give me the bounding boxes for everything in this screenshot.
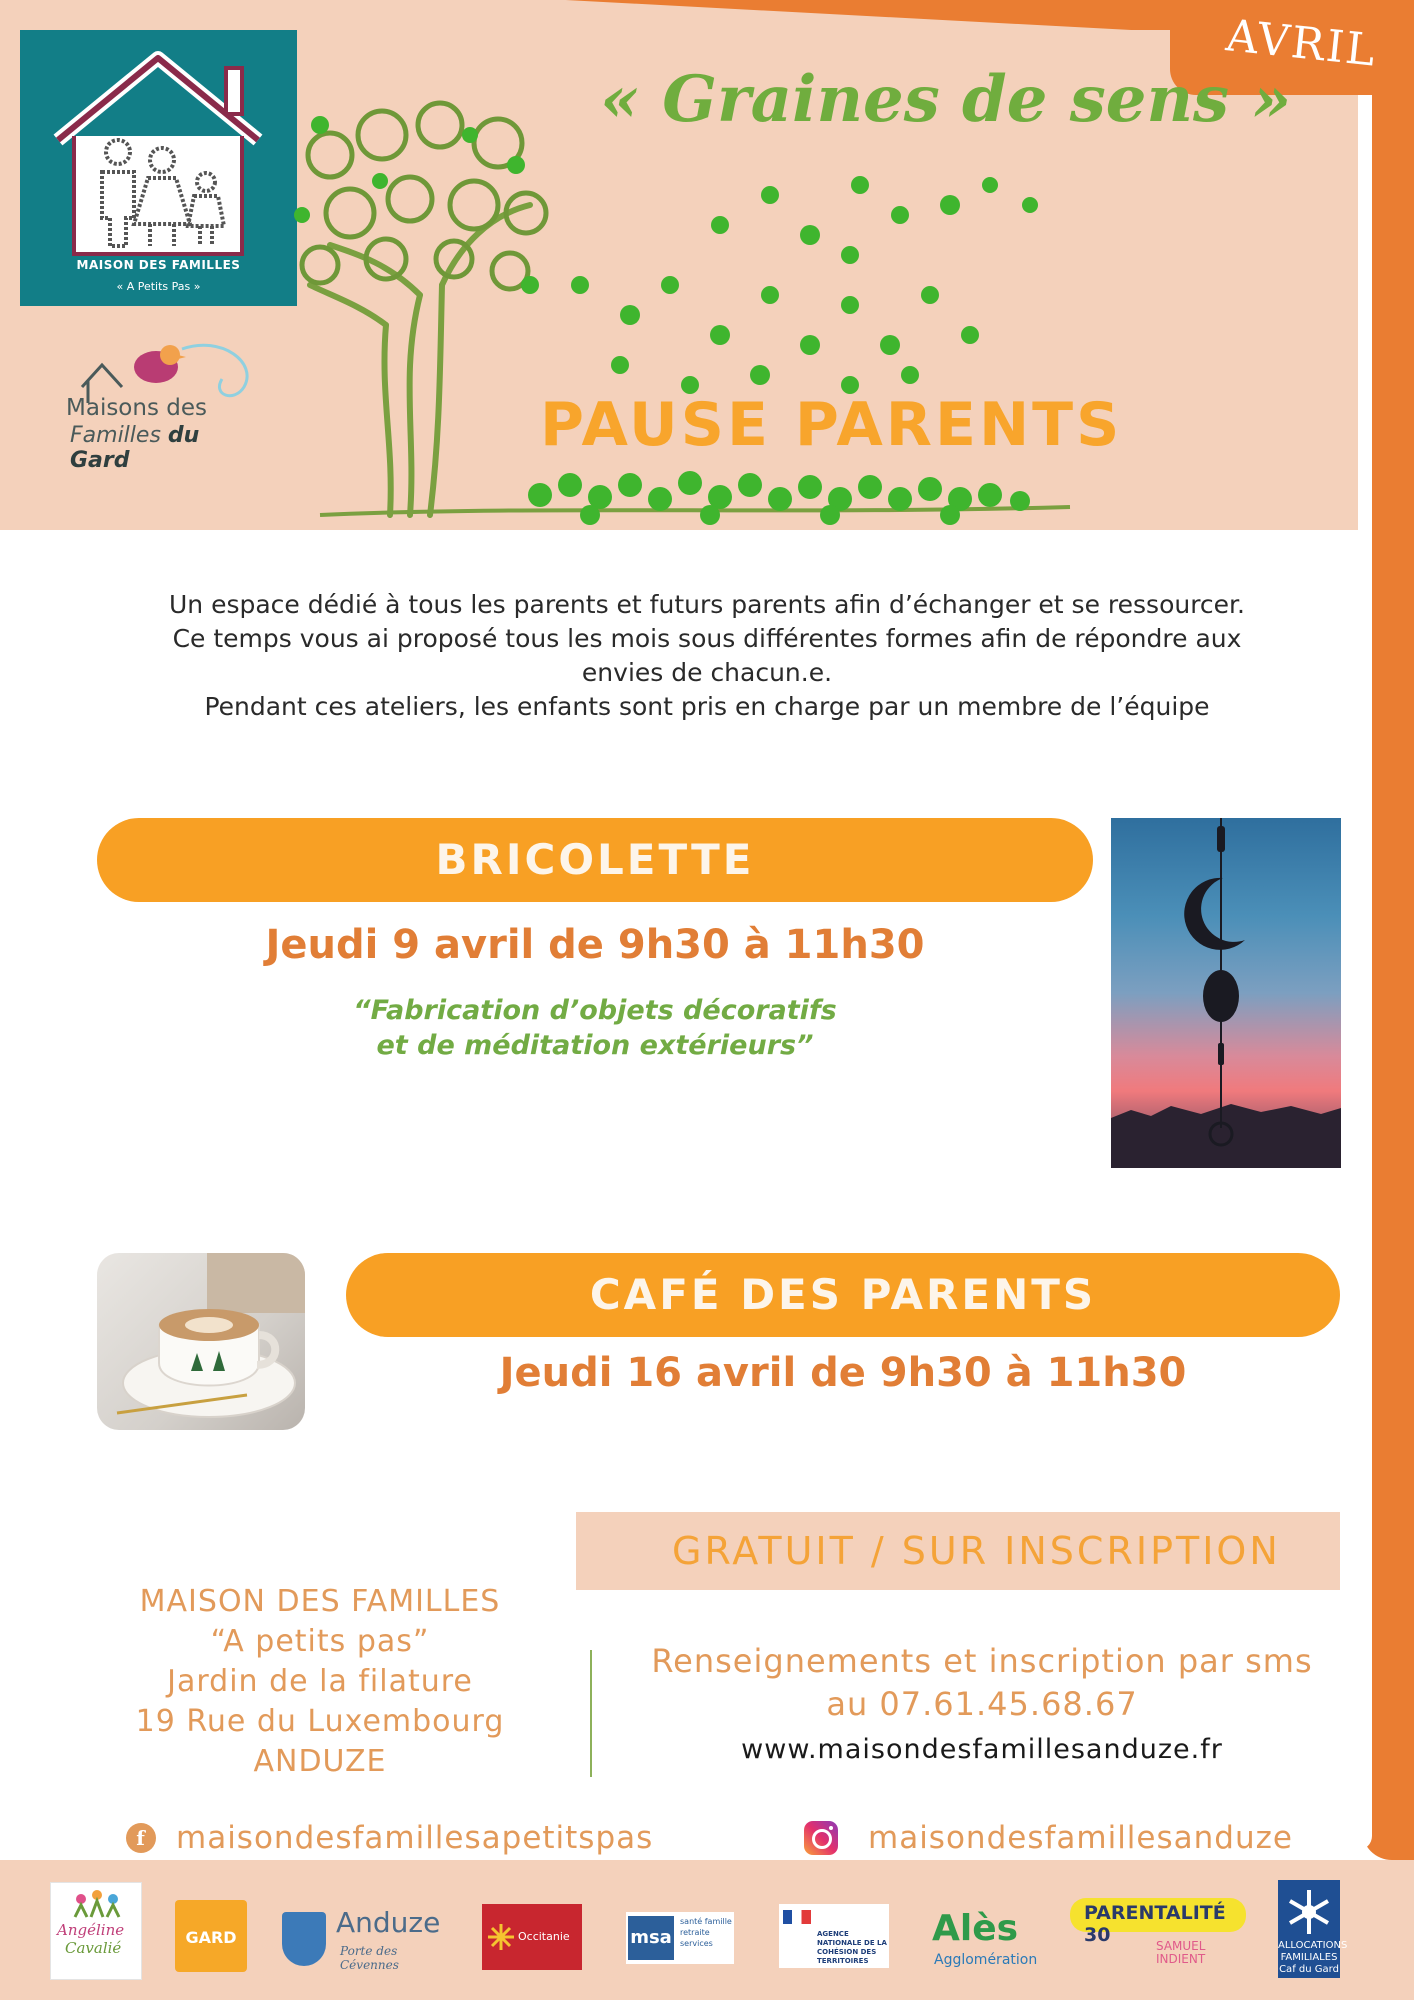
page-subtitle: PAUSE PARENTS	[540, 390, 1123, 460]
contact-block	[612, 1640, 1352, 1726]
month-label: AVRIL	[1223, 10, 1380, 77]
people-icon	[51, 1883, 143, 1923]
network-logo-line2	[70, 423, 262, 473]
contact-phone[interactable]: au 07.61.45.68.67	[826, 1685, 1138, 1723]
address-block	[90, 1582, 550, 1782]
partner-logo-anduze	[282, 1906, 442, 1972]
partner-cavalie-name-1: Angéline	[57, 1921, 125, 1939]
partner-logo-parentalite-30	[1070, 1898, 1248, 1978]
event-date-bricolette: Jeudi 9 avril de 9h30 à 11h30	[265, 922, 925, 968]
partner-ales-sub: Agglomération	[934, 1952, 1038, 1968]
instagram-handle: maisondesfamillesanduze	[868, 1820, 1293, 1856]
intro-text	[50, 588, 1364, 724]
address-line-3: Jardin de la filature	[167, 1664, 473, 1699]
tree-illustration	[290, 95, 1123, 555]
contact-line-1: Renseignements et inscription par sms	[651, 1642, 1313, 1680]
partners-footer	[0, 1860, 1414, 2000]
facebook-handle: maisondesfamillesapetitspas	[176, 1820, 654, 1856]
partner-anct-text: AGENCE NATIONALE DE LA COHÉSION DES TERRITOIRES	[817, 1930, 887, 1965]
partner-parentalite-name: PARENTALITÉ 30	[1084, 1902, 1226, 1946]
partner-logo-ales	[932, 1908, 1044, 1970]
partner-logo-cavalie	[50, 1882, 142, 1980]
address-line-5: ANDUZE	[253, 1744, 387, 1779]
page-title: « Graines de sens »	[600, 62, 1292, 137]
instagram-link[interactable]	[804, 1818, 1293, 1858]
intro-line-1: Un espace dédié à tous les parents et futurs parents afin d’échanger et se ressourcer.	[169, 590, 1245, 619]
partner-occitanie-name: Occitanie	[518, 1930, 570, 1943]
wind-chime-photo	[1111, 818, 1341, 1168]
event-date-cafe-des-parents: Jeudi 16 avril de 9h30 à 11h30	[499, 1350, 1187, 1396]
instagram-icon	[804, 1821, 838, 1855]
partner-msa-text: santé famille retraite services	[680, 1917, 732, 1948]
partner-gard-name: GARD	[185, 1928, 237, 1947]
partner-anduze-name: Anduze	[336, 1906, 441, 1939]
partner-logo-anct	[779, 1904, 889, 1968]
pricing-banner: GRATUIT / SUR INSCRIPTION	[576, 1512, 1340, 1590]
partner-msa-mark: msa	[628, 1916, 674, 1960]
network-logo-line1: Maisons des	[66, 395, 207, 421]
partner-logo-caf	[1278, 1880, 1348, 1978]
partner-caf-name: ALLOCATIONS FAMILIALES Caf du Gard	[1278, 1940, 1348, 1975]
event-description-bricolette	[97, 993, 1093, 1063]
coffee-cup-image	[97, 1253, 305, 1430]
right-stripe-inner	[1358, 90, 1372, 1850]
divider	[590, 1650, 592, 1777]
address-line-4: 19 Rue du Luxembourg	[135, 1704, 505, 1739]
partner-logo-occitanie	[482, 1904, 582, 1970]
website-link[interactable]: www.maisondesfamillesanduze.fr	[741, 1734, 1223, 1765]
maisons-des-familles-du-gard-logo	[62, 335, 262, 473]
address-line-1: MAISON DES FAMILLES	[139, 1584, 501, 1619]
house-family-icon	[44, 48, 272, 260]
logo-tagline: « A Petits Pas »	[116, 280, 201, 293]
network-logo-du-gard: du Gard	[70, 423, 200, 473]
maison-des-familles-logo	[20, 30, 297, 306]
event-description-line-2: et de méditation extérieurs”	[376, 1030, 814, 1061]
address-line-2: “A petits pas”	[210, 1624, 430, 1659]
partner-parentalite-sub: SAMUEL INDIENT	[1156, 1939, 1206, 1966]
anduze-shield-icon	[282, 1912, 326, 1966]
moon-chime-image	[1111, 818, 1341, 1168]
french-flag-icon	[783, 1910, 811, 1924]
partner-logo-msa	[626, 1912, 734, 1964]
partner-ales-name: Alès	[932, 1908, 1019, 1949]
network-logo-familles: Familles	[70, 423, 161, 448]
snowflake-icon	[1278, 1884, 1340, 1940]
partner-logo-gard	[175, 1900, 247, 1972]
coffee-cup-photo	[97, 1253, 305, 1430]
facebook-link[interactable]	[126, 1818, 653, 1858]
facebook-icon: f	[126, 1823, 156, 1853]
partner-anduze-tagline: Porte des Cévennes	[340, 1944, 399, 1972]
intro-line-4: Pendant ces ateliers, les enfants sont pris en charge par un membre de l’équipe	[204, 692, 1210, 721]
intro-line-2: Ce temps vous ai proposé tous les mois sous différentes formes afin de répondre aux	[172, 624, 1242, 653]
event-title-bricolette: BRICOLETTE	[97, 818, 1093, 902]
partner-cavalie-name-2: Cavalié	[65, 1939, 122, 1957]
event-title-cafe-des-parents: CAFÉ DES PARENTS	[346, 1253, 1340, 1337]
event-description-line-1: “Fabrication d’objets décoratifs	[353, 995, 837, 1026]
intro-line-3: envies de chacun.e.	[581, 658, 833, 687]
logo-name: MAISON DES FAMILLES	[76, 258, 241, 272]
occitan-cross-icon	[486, 1922, 516, 1952]
